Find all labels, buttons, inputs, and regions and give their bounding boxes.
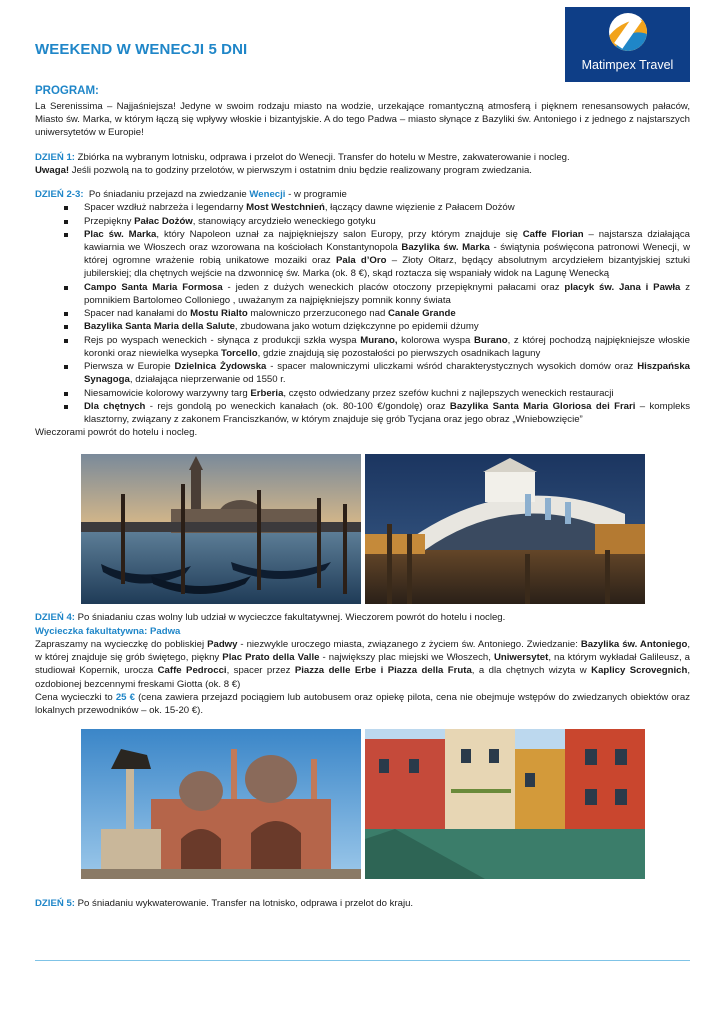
day1-text: DZIEŃ 1: Zbiórka na wybranym lotnisku, odprawa i przelot do Wenecji. Transfer do hotelu w Mestre, zakwaterowanie i nocleg. — [35, 151, 570, 163]
optional-trip-description: Zapraszamy na wycieczkę do pobliskiej Padwy - niezwykle uroczego miasta, związanego z życiem św. Antoniego. Zwiedzanie: Bazylika św. Antoniego, w której znajduje się grób świętego, piękny Plac Prato della Valle - największy plac miejski we Włoszech, Uniwersytet, na którym wykładał Galileusz, a studiował Kopernik, urocza Caffe Pedrocci, spacer przez Piazza delle Erbe i Piazza della Fruta, a dla chętnych wizyta w Kaplicy Scrovegnich, ozdobionej bezcennymi freskami Giotta (ok. 8 €) — [35, 638, 691, 690]
day5-text: DZIEŃ 5: Po śniadaniu wykwaterowanie. Transfer na lotnisko, odprawa i przelot do kraju. — [35, 898, 414, 910]
program-content — [35, 84, 690, 911]
footer-divider — [35, 960, 690, 961]
sightseeing-list — [35, 201, 690, 426]
city-venice: Wenecji — [249, 189, 286, 201]
rialto-bridge-photo — [365, 454, 645, 604]
day1-label: DZIEŃ 1: — [35, 151, 75, 163]
photo-row-padua — [35, 729, 690, 897]
optional-trip-price: Cena wycieczki to 25 € (cena zawiera przejazd pociągiem lub autobusem oraz opiekę pilota, cena nie obejmuje wstępów do zwiedzanych obiektów oraz lokalnych przewodników – ok. 15-20 €). — [35, 691, 690, 717]
photo-row-venice — [35, 451, 690, 611]
basilica-padua-photo — [81, 729, 361, 879]
warning-label: Uwaga! — [35, 164, 70, 176]
list-item: Przepiękny Pałac Dożów, stanowiący arcydzieło weneckiego gotyku — [64, 215, 690, 228]
list-item: Spacer wzdłuż nabrzeża i legendarny Most Westchnień, łączący dawne więzienie z Pałacem Dożów — [64, 201, 690, 214]
list-item: Campo Santa Maria Formosa - jeden z dużych weneckich placów otoczony przepięknymi pałacami oraz placyk św. Jana i Pawła z pomnikiem Bartolomeo Colloniego , uważanym za najpiękniejszy pomnik konny świata — [64, 281, 690, 307]
list-item: Plac św. Marka, który Napoleon uznał za najpiękniejszy salon Europy, przy którym znajduje się Caffe Florian – najstarsza działająca kawiarnia we Włoszech oraz wzorowana na kościołach Konstantynopola Bazylika św. Marka - świątynia poświęcona patronowi Wenecji, w której ogromne wrażenie robią unikatowe mozaiki oraz Pala d’Oro – Złoty Ołtarz, będący absolutnym arcydziełem bizantyjskiej sztuki jubilerskiej; dla chętnych wejście na dzwonnicę św. Marka (ok. 8 €), skąd roztacza się wspaniały widok na Lagunę Wenecką — [64, 228, 690, 281]
day4-text: DZIEŃ 4: Po śniadaniu czas wolny lub udział w wycieczce fakultatywnej. Wieczorem powrót do hotelu i nocleg. — [35, 612, 506, 624]
program-heading: PROGRAM: — [35, 85, 99, 97]
list-item: Bazylika Santa Maria della Salute, zbudowana jako wotum dziękczynne po epidemii dżumy — [64, 320, 690, 333]
list-item: Pierwsza w Europie Dzielnica Żydowska - spacer malowniczymi uliczkami wśród charakterystycznych wysokich domów oraz Hiszpańska Synagoga, działająca nieprzerwanie od 1550 r. — [64, 360, 690, 386]
program-intro: La Serenissima – Najjaśniejsza! Jedyne w swoim rodzaju miasto na wodzie, urzekające romantyczną atmosferą i pięknem renesansowych pałaców, Miasto św. Marka, w którym łączą się wpływy włoskie i bizantyjskie. A do tego Padwa – miasto słynące z Bazyliki św. Antoniego i z jednego z najstarszych uniwersytetów w Europie! — [35, 100, 690, 139]
day5-label: DZIEŃ 5: — [35, 898, 75, 910]
gondolas-photo — [81, 454, 361, 604]
day23-evening: Wieczorami powrót do hotelu i nocleg. — [35, 427, 198, 439]
list-item: Niesamowicie kolorowy warzywny targ Erberia, często odwiedzany przez szefów kuchni z najlepszych weneckich restauracji — [64, 387, 690, 400]
day1-warning: Uwaga! Jeśli pozwolą na to godziny przelotów, w pierwszym i ostatnim dniu będzie realizowany program zwiedzania. — [35, 164, 532, 176]
price-value: 25 € — [115, 691, 135, 703]
globe-icon — [609, 13, 647, 51]
day23-intro: DZIEŃ 2-3: Po śniadaniu przejazd na zwiedzanie Wenecji - w programie — [35, 189, 347, 201]
optional-trip-heading: Wycieczka fakultatywna: Padwa — [35, 625, 181, 637]
list-item: Spacer nad kanałami do Mostu Rialto malowniczo przerzuconego nad Canale Grande — [64, 307, 690, 320]
company-logo — [565, 7, 690, 82]
page-title: WEEKEND W WENECJI 5 DNI — [35, 41, 248, 58]
canal-houses-photo — [365, 729, 645, 879]
logo-text: Matimpex Travel — [581, 58, 674, 72]
list-item: Rejs po wyspach weneckich - słynąca z produkcji szkła wyspa Murano, kolorowa wyspa Burano, z której pochodzą najpiękniejsze włoskie koronki oraz niewielka wysepka Torcello, gdzie znajdują się pozostałości po pierwszych osadnikach laguny — [64, 334, 690, 360]
day23-label: DZIEŃ 2-3: — [35, 189, 84, 201]
list-item: Dla chętnych - rejs gondolą po weneckich kanałach (ok. 80-100 €/gondolę) oraz Bazylika Santa Maria Gloriosa dei Frari – kompleks klasztorny, związany z zakonem Franciszkanów, w którym znajduje się grób Tycjana oraz jego obraz „Wniebowzięcie” — [64, 400, 690, 426]
day4-label: DZIEŃ 4: — [35, 612, 75, 624]
